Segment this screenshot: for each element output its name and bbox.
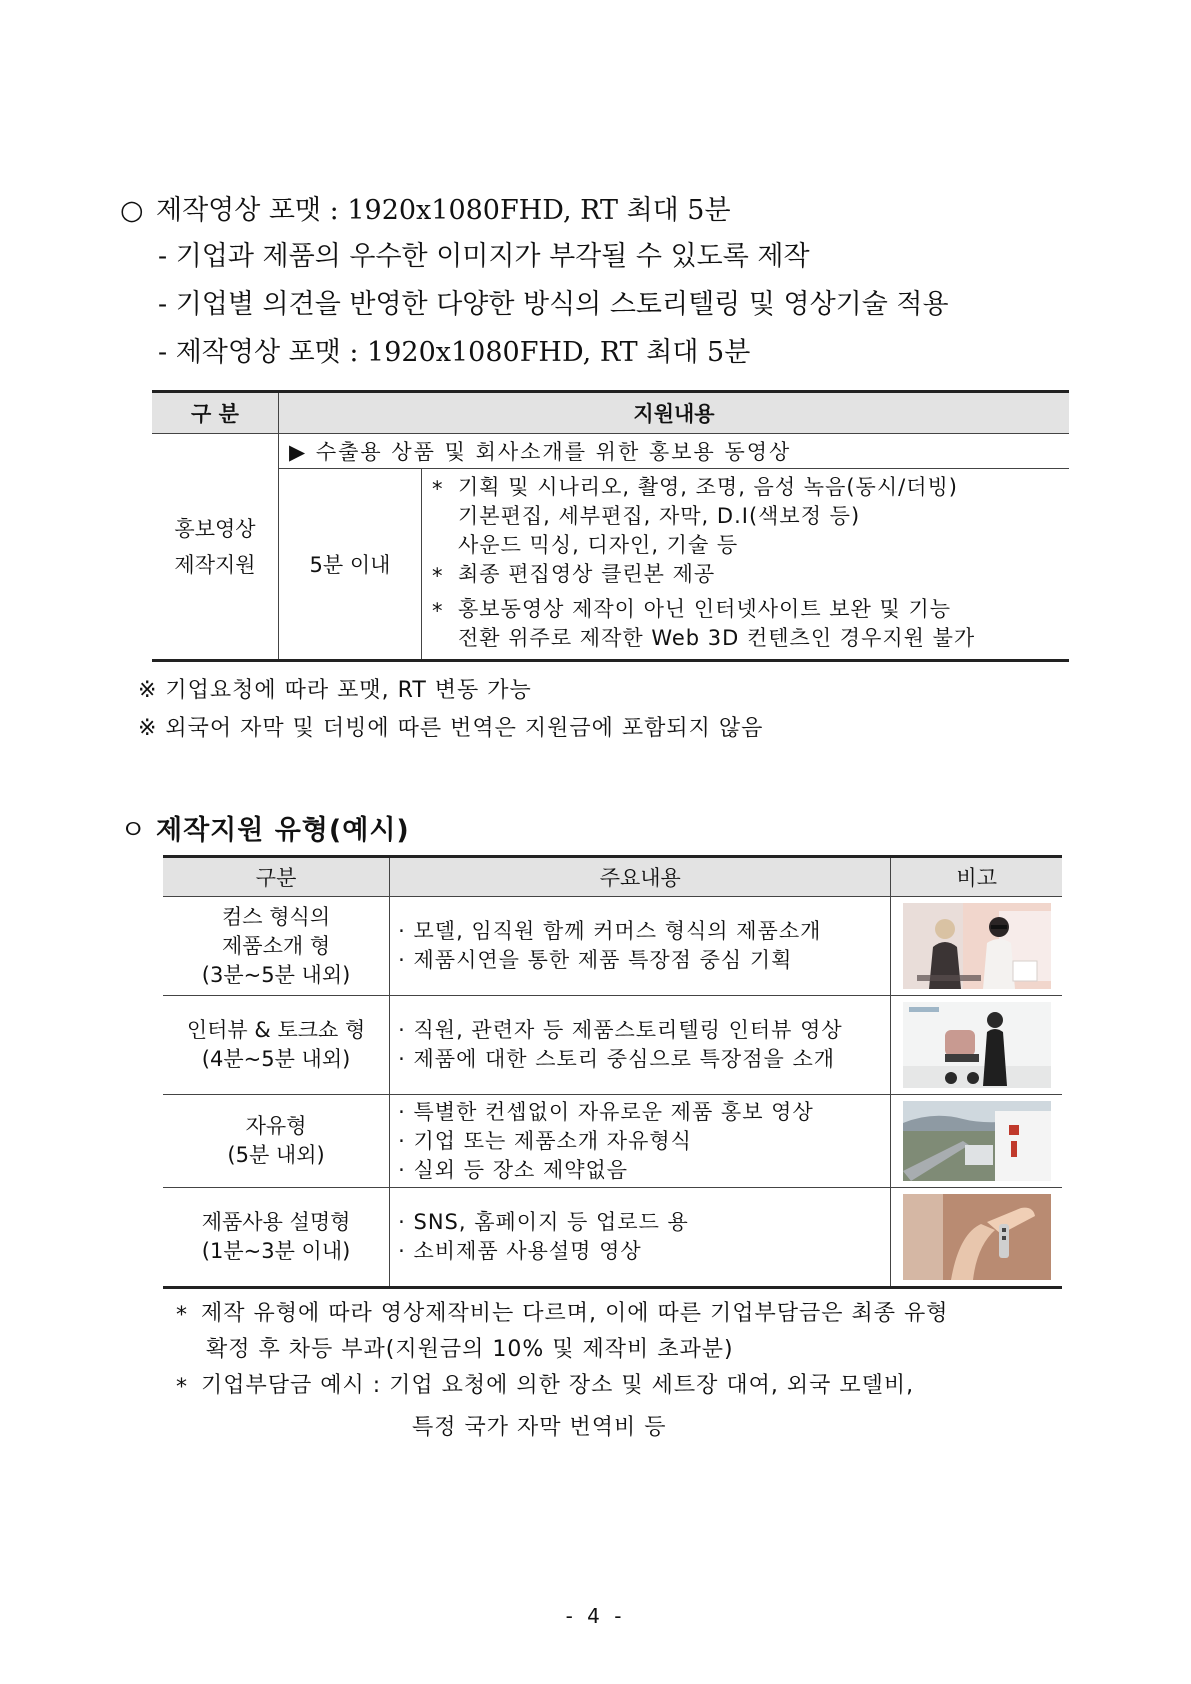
detail-line: 사운드 믹싱, 디자인, 기술 등 <box>458 533 739 557</box>
table-header-row <box>152 392 1069 434</box>
content-cell <box>390 996 891 1095</box>
thumbnail-cell <box>891 996 1062 1095</box>
circle-bullet-icon: ㅇ <box>120 815 148 846</box>
section-heading <box>120 196 1100 226</box>
note-line: 기업부담금 예시 : 기업 요청에 의한 장소 및 세트장 대여, 외국 모델비, <box>201 1373 915 1398</box>
section-types-title <box>120 808 410 847</box>
type-line: 자유형 <box>245 1114 307 1138</box>
notes-format <box>138 672 763 748</box>
type-cell <box>163 996 390 1095</box>
type-line: 컴스 형식의 <box>222 904 331 929</box>
details-cell <box>422 469 1070 661</box>
circle-bullet-icon: ○ <box>120 195 144 226</box>
content-line: · SNS, 홈페이지 등 업로드 용 <box>398 1210 689 1234</box>
section-item: - 기업별 의견을 반영한 다양한 방식의 스토리텔링 및 영상기술 적용 <box>158 289 949 320</box>
content-cell <box>390 1095 891 1188</box>
asterisk-icon: * <box>176 1303 188 1328</box>
note-line: ※ 외국어 자막 및 더빙에 따른 번역은 지원금에 포함되지 않음 <box>138 716 764 741</box>
header-note: 비고 <box>891 857 1062 897</box>
table-row <box>163 996 1062 1095</box>
asterisk-icon: * <box>176 1375 188 1400</box>
detail-line: 전환 위주로 제작한 Web 3D 컨텐츠인 경우지원 불가 <box>458 626 976 650</box>
detail-item <box>432 560 1063 589</box>
production-types-table <box>163 855 1062 1289</box>
content-line: · 제품시연을 통한 제품 특장점 중심 기획 <box>398 948 793 972</box>
note-line: 특정 국가 자막 번역비 등 <box>412 1415 667 1440</box>
sub-header-cell: ▶ 수출용 상품 및 회사소개를 위한 홍보용 동영상 <box>279 434 1070 469</box>
duration-cell: 5분 이내 <box>279 469 422 661</box>
content-line: · 기업 또는 제품소개 자유형식 <box>398 1128 692 1153</box>
section-format <box>120 196 1100 386</box>
note-item <box>176 1296 1066 1332</box>
interview-video-thumbnail <box>903 1002 1051 1088</box>
note-item <box>176 1368 1066 1404</box>
detail-item <box>432 595 1063 653</box>
table-row <box>163 897 1062 996</box>
note-line: 제작 유형에 따라 영상제작비는 다르며, 이에 따른 기업부담금은 최종 유형 <box>201 1301 949 1326</box>
heading-text: 제작영상 포맷 : 1920x1080FHD, RT 최대 5분 <box>156 195 731 226</box>
detail-line: 홍보동영상 제작이 아닌 인터넷사이트 보완 및 기능 <box>458 597 952 621</box>
title-text: 제작지원 유형(예시) <box>156 815 410 846</box>
content-line: · 직원, 관련자 등 제품스토리텔링 인터뷰 영상 <box>398 1018 843 1042</box>
category-cell <box>152 434 279 661</box>
category-line: 제작지원 <box>174 552 256 577</box>
content-line: · 모델, 임직원 함께 커머스 형식의 제품소개 <box>398 919 822 943</box>
type-line: (3분~5분 내외) <box>201 962 351 987</box>
header-content: 주요내용 <box>390 857 891 897</box>
asterisk-icon: * <box>432 564 444 588</box>
table-row <box>163 1095 1062 1188</box>
type-line: 제품소개 형 <box>222 933 331 958</box>
table-header-row <box>163 857 1062 897</box>
page-number: - 4 - <box>565 1604 626 1628</box>
support-content-table <box>152 390 1069 662</box>
note-line: ※ 기업요청에 따라 포맷, RT 변동 가능 <box>138 678 532 703</box>
header-type: 구분 <box>163 857 390 897</box>
type-cell <box>163 1188 390 1288</box>
type-line: 인터뷰 & 토크쇼 형 <box>186 1018 366 1042</box>
category-line: 홍보영상 <box>174 516 256 541</box>
content-line: · 실외 등 장소 제약없음 <box>398 1157 629 1182</box>
building-aerial-thumbnail <box>903 1101 1051 1181</box>
header-category: 구 분 <box>152 392 279 434</box>
type-cell <box>163 1095 390 1188</box>
content-line: · 특별한 컨셉없이 자유로운 제품 홍보 영상 <box>398 1099 814 1124</box>
section-item: - 제작영상 포맷 : 1920x1080FHD, RT 최대 5분 <box>158 337 751 368</box>
table-row <box>152 434 1069 469</box>
type-line: (5분 내외) <box>227 1143 325 1167</box>
section-item: - 기업과 제품의 우수한 이미지가 부각될 수 있도록 제작 <box>158 241 810 272</box>
table-row <box>163 1188 1062 1288</box>
note-line: 확정 후 차등 부과(지원금의 10% 및 제작비 초과분) <box>206 1337 734 1362</box>
detail-line: 기획 및 시나리오, 촬영, 조명, 음성 녹음(동시/더빙) <box>458 475 958 499</box>
thumbnail-cell <box>891 1095 1062 1188</box>
thumbnail-cell <box>891 897 1062 996</box>
type-line: 제품사용 설명형 <box>201 1210 351 1234</box>
header-content: 지원내용 <box>279 392 1070 434</box>
thumbnail-cell <box>891 1188 1062 1288</box>
detail-line: 최종 편집영상 클린본 제공 <box>458 562 716 586</box>
product-usage-thumbnail <box>903 1194 1051 1280</box>
content-line: · 소비제품 사용설명 영상 <box>398 1239 642 1263</box>
content-cell <box>390 897 891 996</box>
detail-item <box>432 473 1063 560</box>
type-cell <box>163 897 390 996</box>
content-cell <box>390 1188 891 1288</box>
table-row <box>152 469 1069 661</box>
content-line: · 제품에 대한 스토리 중심으로 특장점을 소개 <box>398 1047 836 1071</box>
asterisk-icon: * <box>432 477 444 501</box>
commerce-video-thumbnail <box>903 903 1051 989</box>
notes-cost <box>176 1296 1066 1446</box>
type-line: (4분~5분 내외) <box>201 1047 351 1071</box>
detail-line: 기본편집, 세부편집, 자막, D.I(색보정 등) <box>458 504 861 528</box>
asterisk-icon: * <box>432 599 444 623</box>
type-line: (1분~3분 이내) <box>201 1239 351 1263</box>
